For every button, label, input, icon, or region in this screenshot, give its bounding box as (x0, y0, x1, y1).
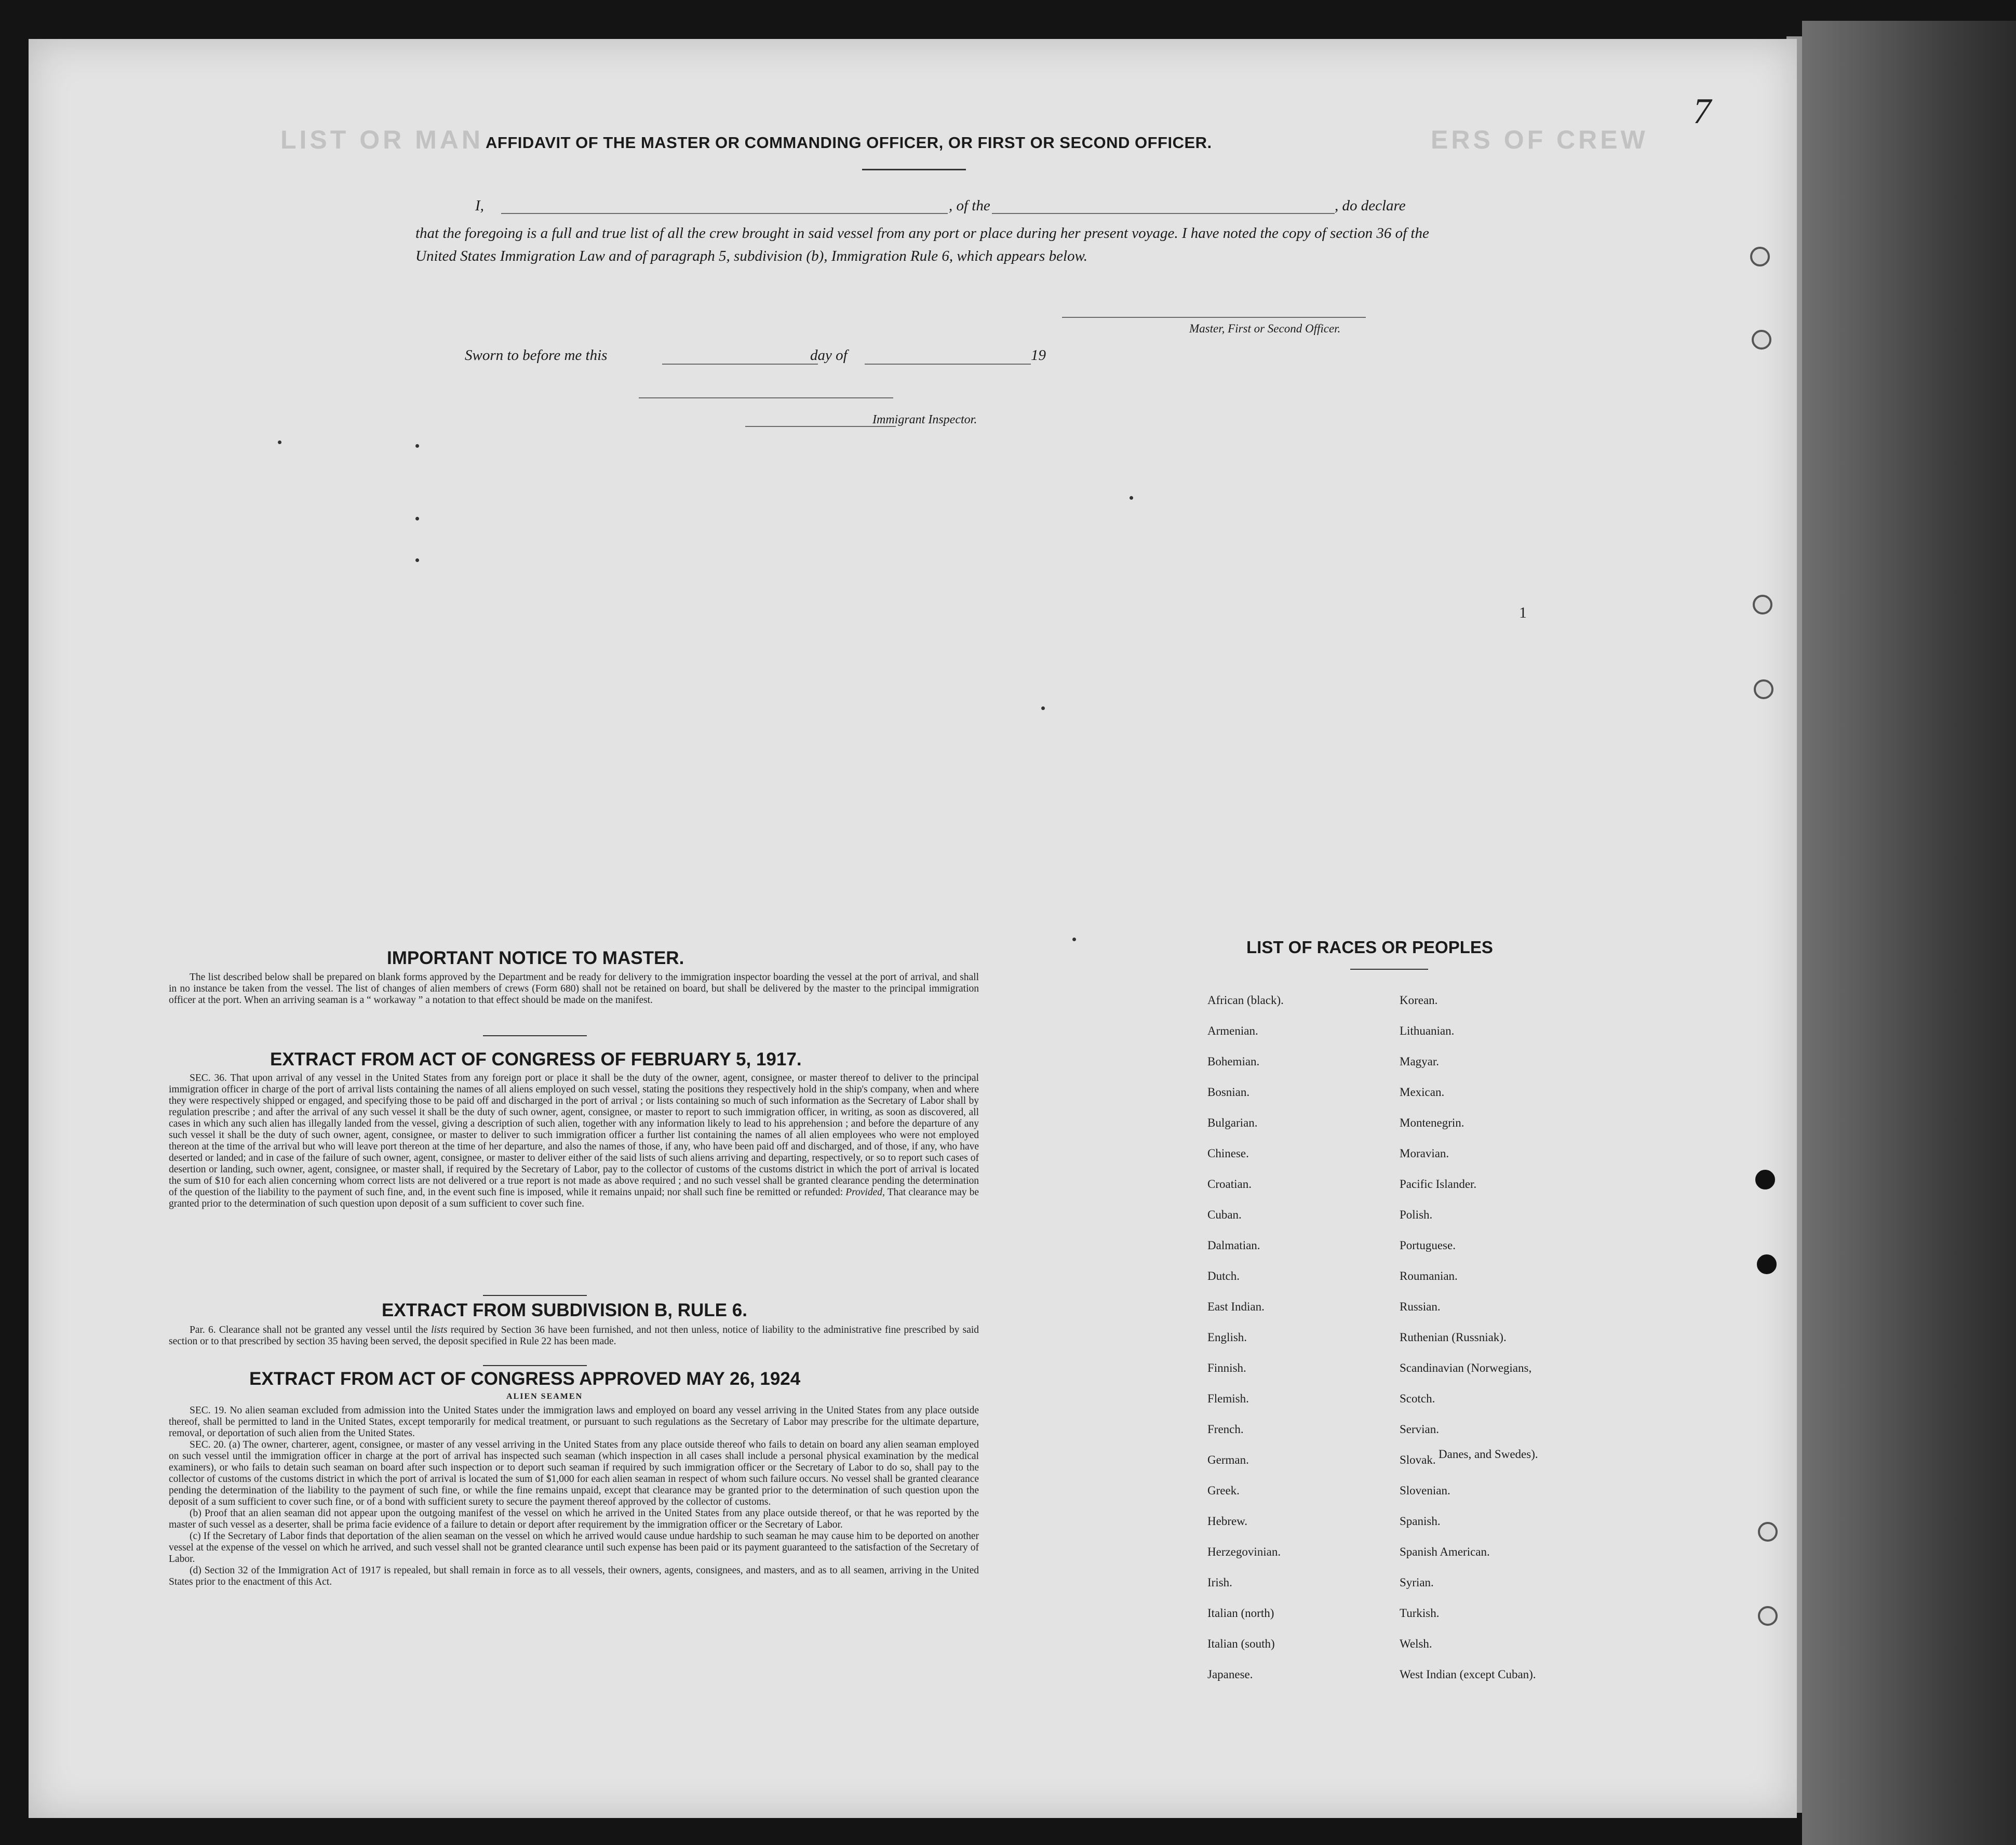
extract-1924-title: EXTRACT FROM ACT OF CONGRESS APPROVED MAY 26, 1924 (249, 1369, 801, 1389)
sworn-year: 19 (1031, 347, 1046, 364)
title-rule (862, 169, 966, 170)
race-item: Russian. (1400, 1300, 1441, 1313)
affidavit-line1-suffix: , do declare (1335, 197, 1406, 214)
affidavit-line1-prefix: I, (475, 197, 484, 214)
race-item: Magyar. (1400, 1055, 1440, 1068)
stray-mark (1130, 496, 1133, 500)
race-item: Dutch. (1207, 1269, 1240, 1282)
extract-rule6-title: EXTRACT FROM SUBDIVISION B, RULE 6. (382, 1300, 747, 1320)
race-item: Flemish. (1207, 1392, 1249, 1405)
extract-1917-end: That clearance may be granted prior to the determination of such question upon deposit of a sum sufficient to cover such fine. (169, 1187, 979, 1209)
extract-1917-body: SEC. 36. That upon arrival of any vessel in the United States from any foreign port or place it shall be the duty of the owner, agent, consignee, or master thereof to deliver to the principal immigration officer in charge of the port of arrival lists containing the names of all aliens employed on such vessel, stating the positions they respectively hold in the ship's company, when and where they were respectively shipped or engaged, and specifying those to be paid off and discharged in the port of arrival ; or lists containing so much of such information as the Secretary of Labor shall by regulation prescribe ; and after the arrival of any such vessel it shall be the duty of such owner, agent, consignee, or master to report to such immigration officer, in writing, as soon as discovered, all cases in which any such alien has illegally landed from the vessel, giving a description of such alien, together with any information likely to lead to his apprehension ; and before the departure of any such vessel it shall be the duty of such owner, agent, consignee, or master to deliver to such immigration officer a further list containing the names of all alien employees who were not employed thereon at the time of the arrival but who will leave port thereon at the time of her departure, and also the names of those, if any, who have been paid off and discharged, and of those, if any, who have deserted or landed; and in case of the failure of such owner, agent, consignee, or master to deliver either of the said lists of such aliens arriving and departing, respectively, or so to report such cases of desertion or landing, such owner, agent, consignee, or master shall, if required by the Secretary of Labor, pay to the collector of customs of the customs district in which the port of arrival is located the sum of $10 for each alien concerning whom correct lists are not delivered or a true report is not made as above required ; and no such vessel shall be granted clearance pending the determination of the question of the liability to the payment of such fine, and, in the event such fine is imposed, while it remains unpaid; nor shall such fine be remitted or refunded: (169, 1073, 979, 1198)
extract-rule6-b: required by Section 36 have been furnished, and not then unless, notice of liability to the administrative fine prescribed by said section or to that prescribed by section 35 having been served, the deposit specified in Rule 22 has been made. (169, 1325, 979, 1347)
extract-1924-text (169, 1405, 979, 1588)
document-page (29, 39, 1797, 1818)
race-item: Slovenian. (1400, 1484, 1450, 1497)
extract-rule6-text (169, 1325, 979, 1347)
race-item: Syrian. (1400, 1576, 1434, 1589)
affidavit-title: AFFIDAVIT OF THE MASTER OR COMMANDING OFFICER, OR FIRST OR SECOND OFFICER. (486, 133, 1212, 152)
races-title: LIST OF RACES OR PEOPLES (1246, 938, 1493, 957)
stray-mark (415, 444, 419, 448)
race-item: Finnish. (1207, 1361, 1246, 1374)
stray-mark (278, 440, 281, 444)
binder-hole-icon (1750, 247, 1770, 266)
race-item: Chinese. (1207, 1147, 1249, 1160)
section-rule (483, 1365, 587, 1366)
notice-paragraph: The list described below shall be prepared on blank forms approved by the Department and be ready for delivery to the immigration inspector boarding the vessel at the port of arrival, and shall in no instance be taken from the vessel. The list of changes of alien members of crews (Form 680) shall not be retained on board, but shall be delivered by the master to the principal immigration officer at the port. When an arriving seaman is a “ workaway ” a notation to that effect should be made on the manifest. (169, 972, 979, 1006)
race-item: Turkish. (1400, 1607, 1440, 1620)
extract-rule6-lists: lists (431, 1325, 448, 1335)
stray-tick: 1 (1519, 604, 1527, 621)
race-item: Moravian. (1400, 1147, 1449, 1160)
binder-hole-icon (1758, 1606, 1778, 1626)
extract-1917-title: EXTRACT FROM ACT OF CONGRESS OF FEBRUARY 5, 1917. (270, 1049, 802, 1069)
extract-1924-subtitle: ALIEN SEAMEN (506, 1392, 583, 1401)
race-item-continuation: Danes, and Swedes). (1439, 1448, 1538, 1461)
race-item: Ruthenian (Russniak). (1400, 1331, 1507, 1344)
binder-hole-icon (1752, 330, 1771, 350)
race-item: Portuguese. (1400, 1239, 1456, 1252)
stray-mark (415, 558, 419, 562)
race-item: Bosnian. (1207, 1086, 1250, 1099)
binder-hole-icon (1757, 1254, 1777, 1274)
race-item: Spanish. (1400, 1515, 1441, 1528)
race-item: Japanese. (1207, 1668, 1253, 1681)
race-item: Mexican. (1400, 1086, 1445, 1099)
sworn-day-label: day of (810, 347, 848, 364)
race-item: Servian. (1400, 1423, 1440, 1436)
sworn-month-blank (865, 364, 1031, 365)
notice-text (169, 972, 979, 1006)
vessel-blank (992, 213, 1335, 214)
race-item: East Indian. (1207, 1300, 1265, 1313)
affidavit-line1-of: , of the (949, 197, 990, 214)
bleedthrough-header-right: ERS OF CREW (1431, 125, 1648, 154)
inspector-label: Immigrant Inspector. (872, 413, 977, 426)
race-item: African (black). (1207, 994, 1284, 1007)
race-item: Scotch. (1400, 1392, 1435, 1405)
binder-hole-icon (1753, 595, 1772, 614)
signature-line (1062, 317, 1366, 318)
extract-1924-paragraph: (c) If the Secretary of Labor finds that deportation of the alien seaman on the vessel on which he arrived would cause undue hardship to such seaman he may cause him to be deported on another vessel at the expense of the vessel on which he arrived, and such vessel shall not be granted clearance until such expense has been paid or its payment guaranteed to the satisfaction of the Secretary of Labor. (169, 1531, 979, 1565)
bleedthrough-header-left: LIST OR MAN (280, 125, 483, 154)
race-item: West Indian (except Cuban). (1400, 1668, 1536, 1681)
race-item: Italian (south) (1207, 1637, 1275, 1650)
signature-label: Master, First or Second Officer. (1189, 322, 1341, 335)
race-item: Scandinavian (Norwegians, (1400, 1361, 1532, 1374)
affidavit-body: that the foregoing is a full and true list of all the crew brought in said vessel from any port or place during her present voyage. I have noted the copy of section 36 of the United States Immigration Law and of paragraph 5, subdivision (b), Immigration Rule 6, which appears below. (415, 225, 1429, 264)
stray-mark (1041, 706, 1045, 710)
race-item: Cuban. (1207, 1208, 1242, 1221)
race-item: Spanish American. (1400, 1545, 1490, 1558)
extract-1917-proviso: Provided, (845, 1187, 885, 1198)
race-item: Lithuanian. (1400, 1024, 1455, 1037)
race-item: Slovak. (1400, 1453, 1436, 1466)
extract-1924-paragraph: (b) Proof that an alien seaman did not appear upon the outgoing manifest of the vessel on which he arrived in the United States from any place outside thereof, or that he was reported by the master of such vessel as a deserter, shall be prima facie evidence of a failure to detain or deport after requirement by the immigration officer or the Secretary of Labor. (169, 1508, 979, 1530)
binder-hole-icon (1755, 1170, 1775, 1189)
race-item: Pacific Islander. (1400, 1178, 1477, 1191)
extract-1924-paragraph: SEC. 19. No alien seaman excluded from admission into the United States under the immigration laws and employed on board any vessel arriving in the United States from any place outside thereof, shall be permitted to land in the United States, except temporarily for medical treatment, or pursuant to such regulations as the Secretary of Labor may prescribe for the ultimate departure, removal, or deportation of such alien from the United States. (169, 1405, 979, 1439)
sworn-prefix: Sworn to before me this (465, 347, 608, 364)
race-item: Polish. (1400, 1208, 1433, 1221)
extract-1917-text (169, 1073, 979, 1210)
race-item: German. (1207, 1453, 1249, 1466)
race-item: Herzegovinian. (1207, 1545, 1281, 1558)
race-item: Dalmatian. (1207, 1239, 1260, 1252)
notice-title: IMPORTANT NOTICE TO MASTER. (387, 948, 684, 968)
race-item: Armenian. (1207, 1024, 1258, 1037)
race-item: Greek. (1207, 1484, 1240, 1497)
extract-1924-paragraph: SEC. 20. (a) The owner, charterer, agent, consignee, or master of any vessel arriving in the United States from any place outside thereof who fails to detain on board any alien seaman employed on such vessel until the immigration officer in charge at the port of arrival has inspected such seaman (which inspection in all cases shall include a personal physical examination by the medical examiners), or who fails to detain such seaman on board after such inspection or to deport such seaman if required by such immigration officer or the Secretary of Labor to do so, shall pay to the collector of customs of the customs district in which the port of arrival is located the sum of $1,000 for each alien seaman in respect of whom such failure occurs. No vessel shall be granted clearance pending the determination of the liability to the payment of such fine, or while the fine remains unpaid, except that clearance may be granted prior to the determination of such question upon the deposit of a sum sufficient to cover such fine, or of a bond with sufficient surety to secure the payment thereof approved by the collector of customs. (169, 1439, 979, 1507)
extract-rule6-a: Par. 6. Clearance shall not be granted any vessel until the (190, 1325, 428, 1335)
race-item: Bulgarian. (1207, 1116, 1258, 1129)
name-blank (501, 213, 948, 214)
binder-hole-icon (1754, 679, 1773, 699)
race-item: Italian (north) (1207, 1607, 1274, 1620)
race-item: Bohemian. (1207, 1055, 1260, 1068)
race-item: English. (1207, 1331, 1247, 1344)
section-rule (483, 1295, 587, 1296)
binder-hole-icon (1758, 1522, 1778, 1542)
races-rule (1350, 969, 1428, 970)
corner-mark: 7 (1693, 91, 1711, 131)
stray-mark (415, 517, 419, 520)
race-item: Roumanian. (1400, 1269, 1458, 1282)
race-item: Welsh. (1400, 1637, 1432, 1650)
extract-1924-paragraph: (d) Section 32 of the Immigration Act of 1917 is repealed, but shall remain in force as to all vessels, their owners, agents, consignees, and masters, and as to all seamen, arriving in the United States prior to the enactment of this Act. (169, 1565, 979, 1587)
race-item: Croatian. (1207, 1178, 1252, 1191)
race-item: Montenegrin. (1400, 1116, 1464, 1129)
inspector-signature-line (639, 397, 893, 398)
background-margin (1802, 21, 2016, 1845)
race-item: Hebrew. (1207, 1515, 1248, 1528)
section-rule (483, 1035, 587, 1036)
race-item: French. (1207, 1423, 1244, 1436)
stray-mark (1072, 938, 1076, 941)
sworn-day-blank (662, 364, 818, 365)
race-item: Irish. (1207, 1576, 1232, 1589)
race-item: Korean. (1400, 994, 1438, 1007)
